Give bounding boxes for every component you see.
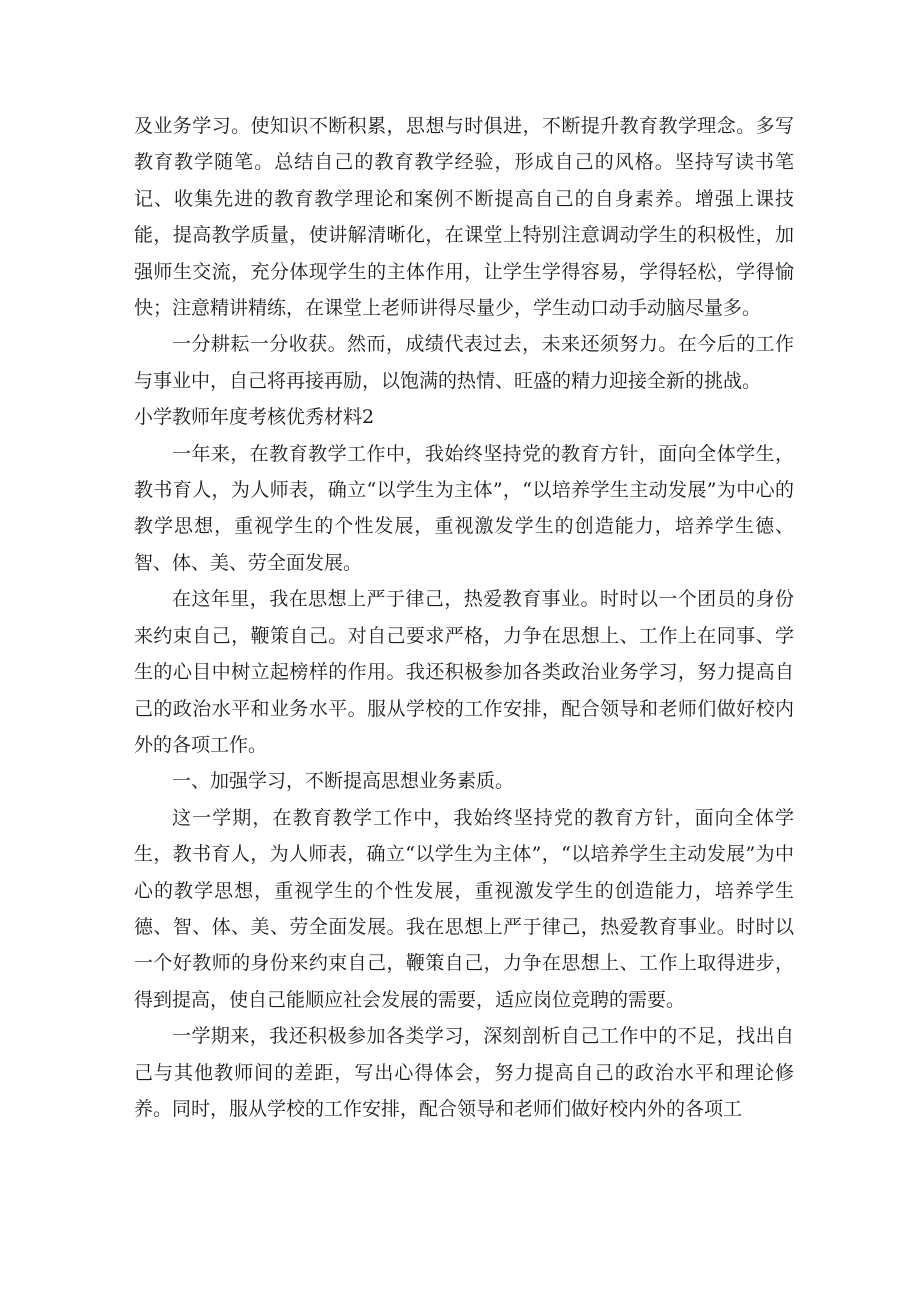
document-body	[134, 108, 794, 1127]
paragraph-semester-work: 这一学期，在教育教学工作中，我始终坚持党的教育方针，面向全体学生，教书育人，为人师表，确立“以学生为主体”，“以培养学生主动发展”为中心的教学思想，重视学生的个性发展，重视激发学生的创造能力，培养学生德、智、体、美、劳全面发展。我在思想上严于律己，热爱教育事业。时时以一个好教师的身份来约束自己，鞭策自己，力争在思想上、工作上取得进步，得到提高，使自己能顺应社会发展的需要，适应岗位竞聘的需要。	[134, 806, 794, 1011]
section-heading: 小学教师年度考核优秀材料2	[134, 406, 375, 429]
paragraph-semester-study: 一学期来，我还积极参加各类学习，深刻剖析自己工作中的不足，找出自己与其他教师间的差距，写出心得体会，努力提高自己的政治水平和理论修养。同时，服从学校的工作安排，配合领导和老师们做好校内外的各项工	[134, 1025, 794, 1120]
paragraph-year-overview: 一年来，在教育教学工作中，我始终坚持党的教育方针，面向全体学生，教书育人，为人师表，确立“以学生为主体”，“以培养学生主动发展”为中心的教学思想，重视学生的个性发展，重视激发学生的创造能力，培养学生德、智、体、美、劳全面发展。	[134, 442, 794, 574]
paragraph-harvest: 一分耕耘一分收获。然而，成绩代表过去，未来还须努力。在今后的工作与事业中，自己将再接再励，以饱满的热情、旺盛的精力迎接全新的挑战。	[134, 333, 794, 392]
paragraph-continued: 及业务学习。使知识不断积累，思想与时俱进，不断提升教育教学理念。多写教育教学随笔。总结自己的教育教学经验，形成自己的风格。坚持写读书笔记、收集先进的教育教学理论和案例不断提高自己的自身素养。增强上课技能，提高教学质量，使讲解清晰化，在课堂上特别注意调动学生的积极性，加强师生交流，充分体现学生的主体作用，让学生学得容易，学得轻松，学得愉快；注意精讲精练，在课堂上老师讲得尽量少，学生动口动手动脑尽量多。	[134, 115, 794, 320]
subheading-strengthen-study: 一、加强学习，不断提高思想业务素质。	[172, 770, 515, 793]
paragraph-self-discipline: 在这年里，我在思想上严于律己，热爱教育事业。时时以一个团员的身份来约束自己，鞭策自己。对自己要求严格，力争在思想上、工作上在同事、学生的心目中树立起榜样的作用。我还积极参加各类政治业务学习，努力提高自己的政治水平和业务水平。服从学校的工作安排，配合领导和老师们做好校内外的各项工作。	[134, 588, 794, 756]
